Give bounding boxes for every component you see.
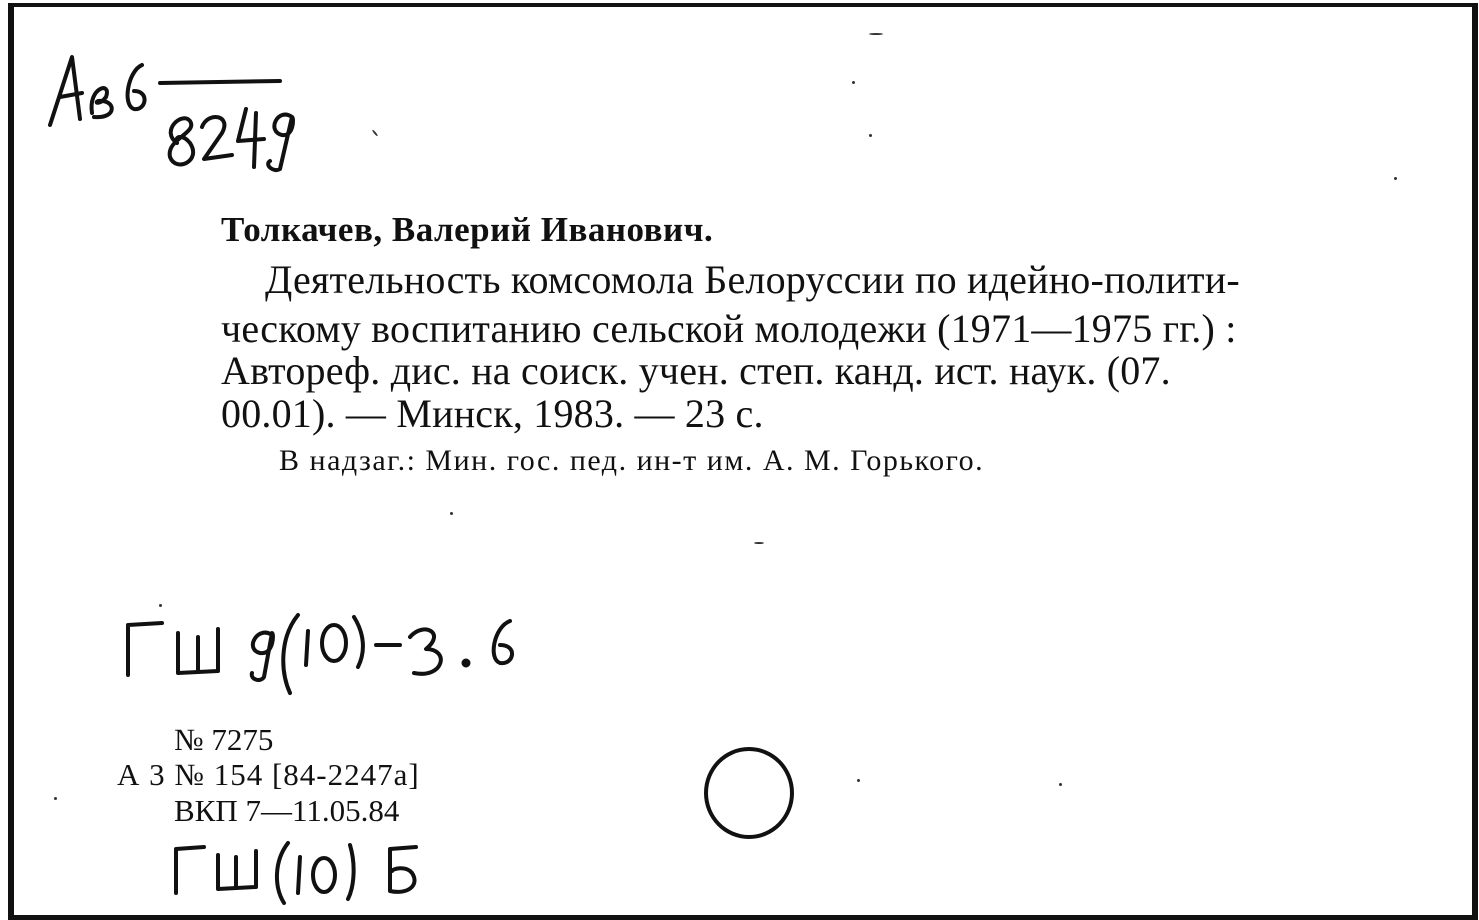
speck <box>754 542 764 544</box>
speck <box>869 33 883 35</box>
speck <box>159 604 162 607</box>
catalog-card <box>8 3 1478 920</box>
speck <box>1394 177 1397 180</box>
handwritten-top-code <box>42 47 302 177</box>
punch-hole-circle <box>704 747 794 839</box>
title-line-1: Деятельность комсомола Белоруссии по идейно-полити- <box>265 257 1240 302</box>
title-line-3: Автореф. дис. на соиск. учен. степ. канд. ист. наук. (07. <box>221 348 1171 393</box>
speck <box>852 81 855 84</box>
speck <box>372 129 379 136</box>
headnote: В надзаг.: Мин. гос. пед. ин-т им. А. М. Горького. <box>279 444 985 477</box>
speck <box>869 134 872 137</box>
speck <box>1059 783 1062 786</box>
title-line-4: 00.01). — Минск, 1983. — 23 с. <box>221 391 764 436</box>
title-line-2: ческому воспитанию сельской молодежи (1971—1975 гг.) : <box>221 306 1237 351</box>
speck <box>857 779 860 782</box>
catalog-register: А 3 № 154 [84-2247а] <box>117 757 420 792</box>
speck <box>54 797 57 800</box>
handwritten-shelf-mark-1 <box>114 597 534 707</box>
author-heading: Толкачев, Валерий Иванович. <box>221 210 714 249</box>
catalog-number: № 7275 <box>174 722 274 757</box>
speck <box>450 512 453 515</box>
handwritten-shelf-mark-2 <box>164 833 464 913</box>
catalog-vkp: ВКП 7—11.05.84 <box>174 793 400 828</box>
